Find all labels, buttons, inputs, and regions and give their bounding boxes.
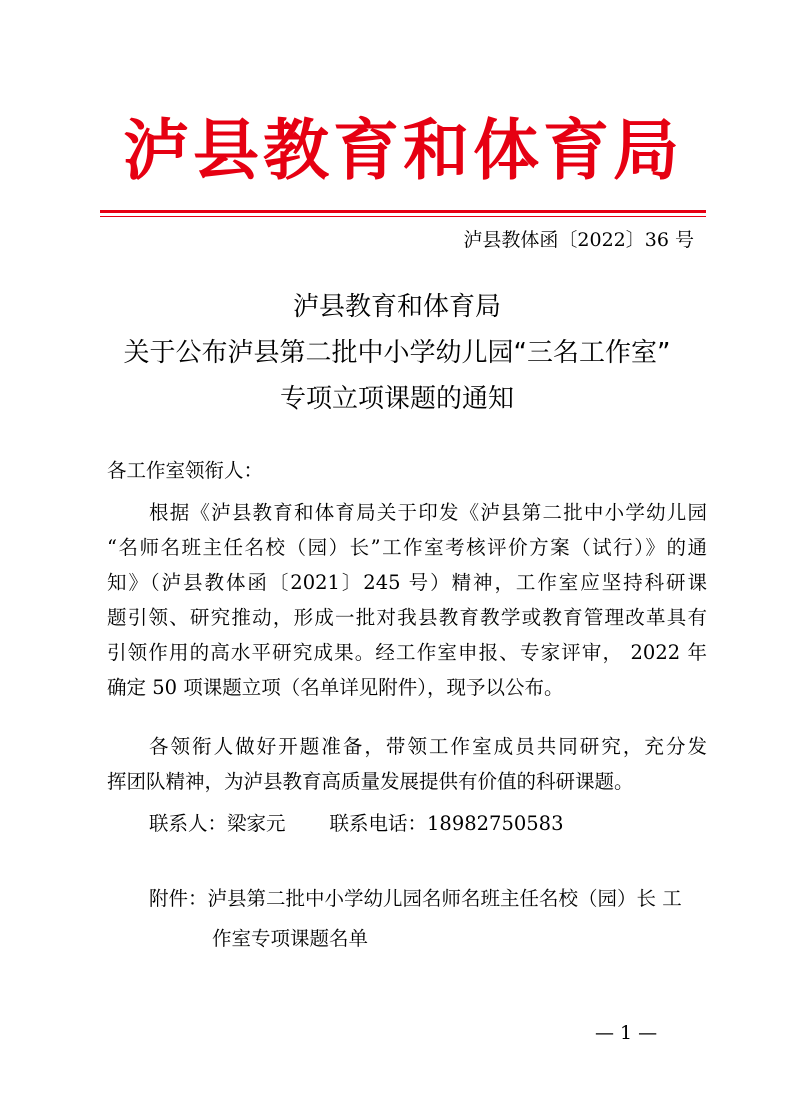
paragraph-1-line: 根据《泸县教育和体育局关于印发《泸县第二批中小学幼儿园 xyxy=(149,501,707,524)
red-separator-thick xyxy=(100,210,706,213)
paragraph-1-line: 确定 50 项课题立项（名单详见附件），现予以公布。 xyxy=(107,676,564,699)
salutation: 各工作室领衔人： xyxy=(107,459,264,482)
contact-info xyxy=(149,811,564,837)
paragraph-1-line: 引领作用的高水平研究成果。经工作室申报、专家评审， 2022 年 xyxy=(107,641,707,664)
title-line-3: 专项立项课题的通知 xyxy=(279,384,514,414)
page-number: — 1 — xyxy=(595,1022,658,1044)
title-line-1: 泸县教育和体育局 xyxy=(292,292,501,322)
contact-phone: 联系电话：18982750583 xyxy=(329,812,564,835)
red-separator-thin xyxy=(100,216,706,217)
paragraph-1-line: “名师名班主任名校（园）长”工作室考核评价方案（试行）》的通 xyxy=(107,536,707,559)
paragraph-1 xyxy=(107,495,707,705)
attachment-line-2: 作室专项课题名单 xyxy=(212,927,369,950)
paragraph-1-line: 题引领、研究推动，形成一批对我县教育教学或教育管理改革具有 xyxy=(107,606,707,629)
contact-person: 联系人：梁家元 xyxy=(149,812,286,835)
paragraph-1-line: 知》（泸县教体函〔2021〕245 号）精神，工作室应坚持科研课 xyxy=(107,571,707,594)
paragraph-2-line: 挥团队精神，为泸县教育高质量发展提供有价值的科研课题。 xyxy=(107,770,634,793)
paragraph-2-line: 各领衔人做好开题准备，带领工作室成员共同研究，充分发 xyxy=(149,735,707,758)
title-line-2: 关于公布泸县第二批中小学幼儿园“三名工作室” xyxy=(123,338,671,368)
masthead-title: 泸县教育和体育局 xyxy=(123,111,683,189)
paragraph-2 xyxy=(107,729,707,799)
attachment-line-1: 附件：泸县第二批中小学幼儿园名师名班主任名校（园）长 工 xyxy=(149,887,682,910)
document-number: 泸县教体函〔2022〕36 号 xyxy=(463,229,694,251)
